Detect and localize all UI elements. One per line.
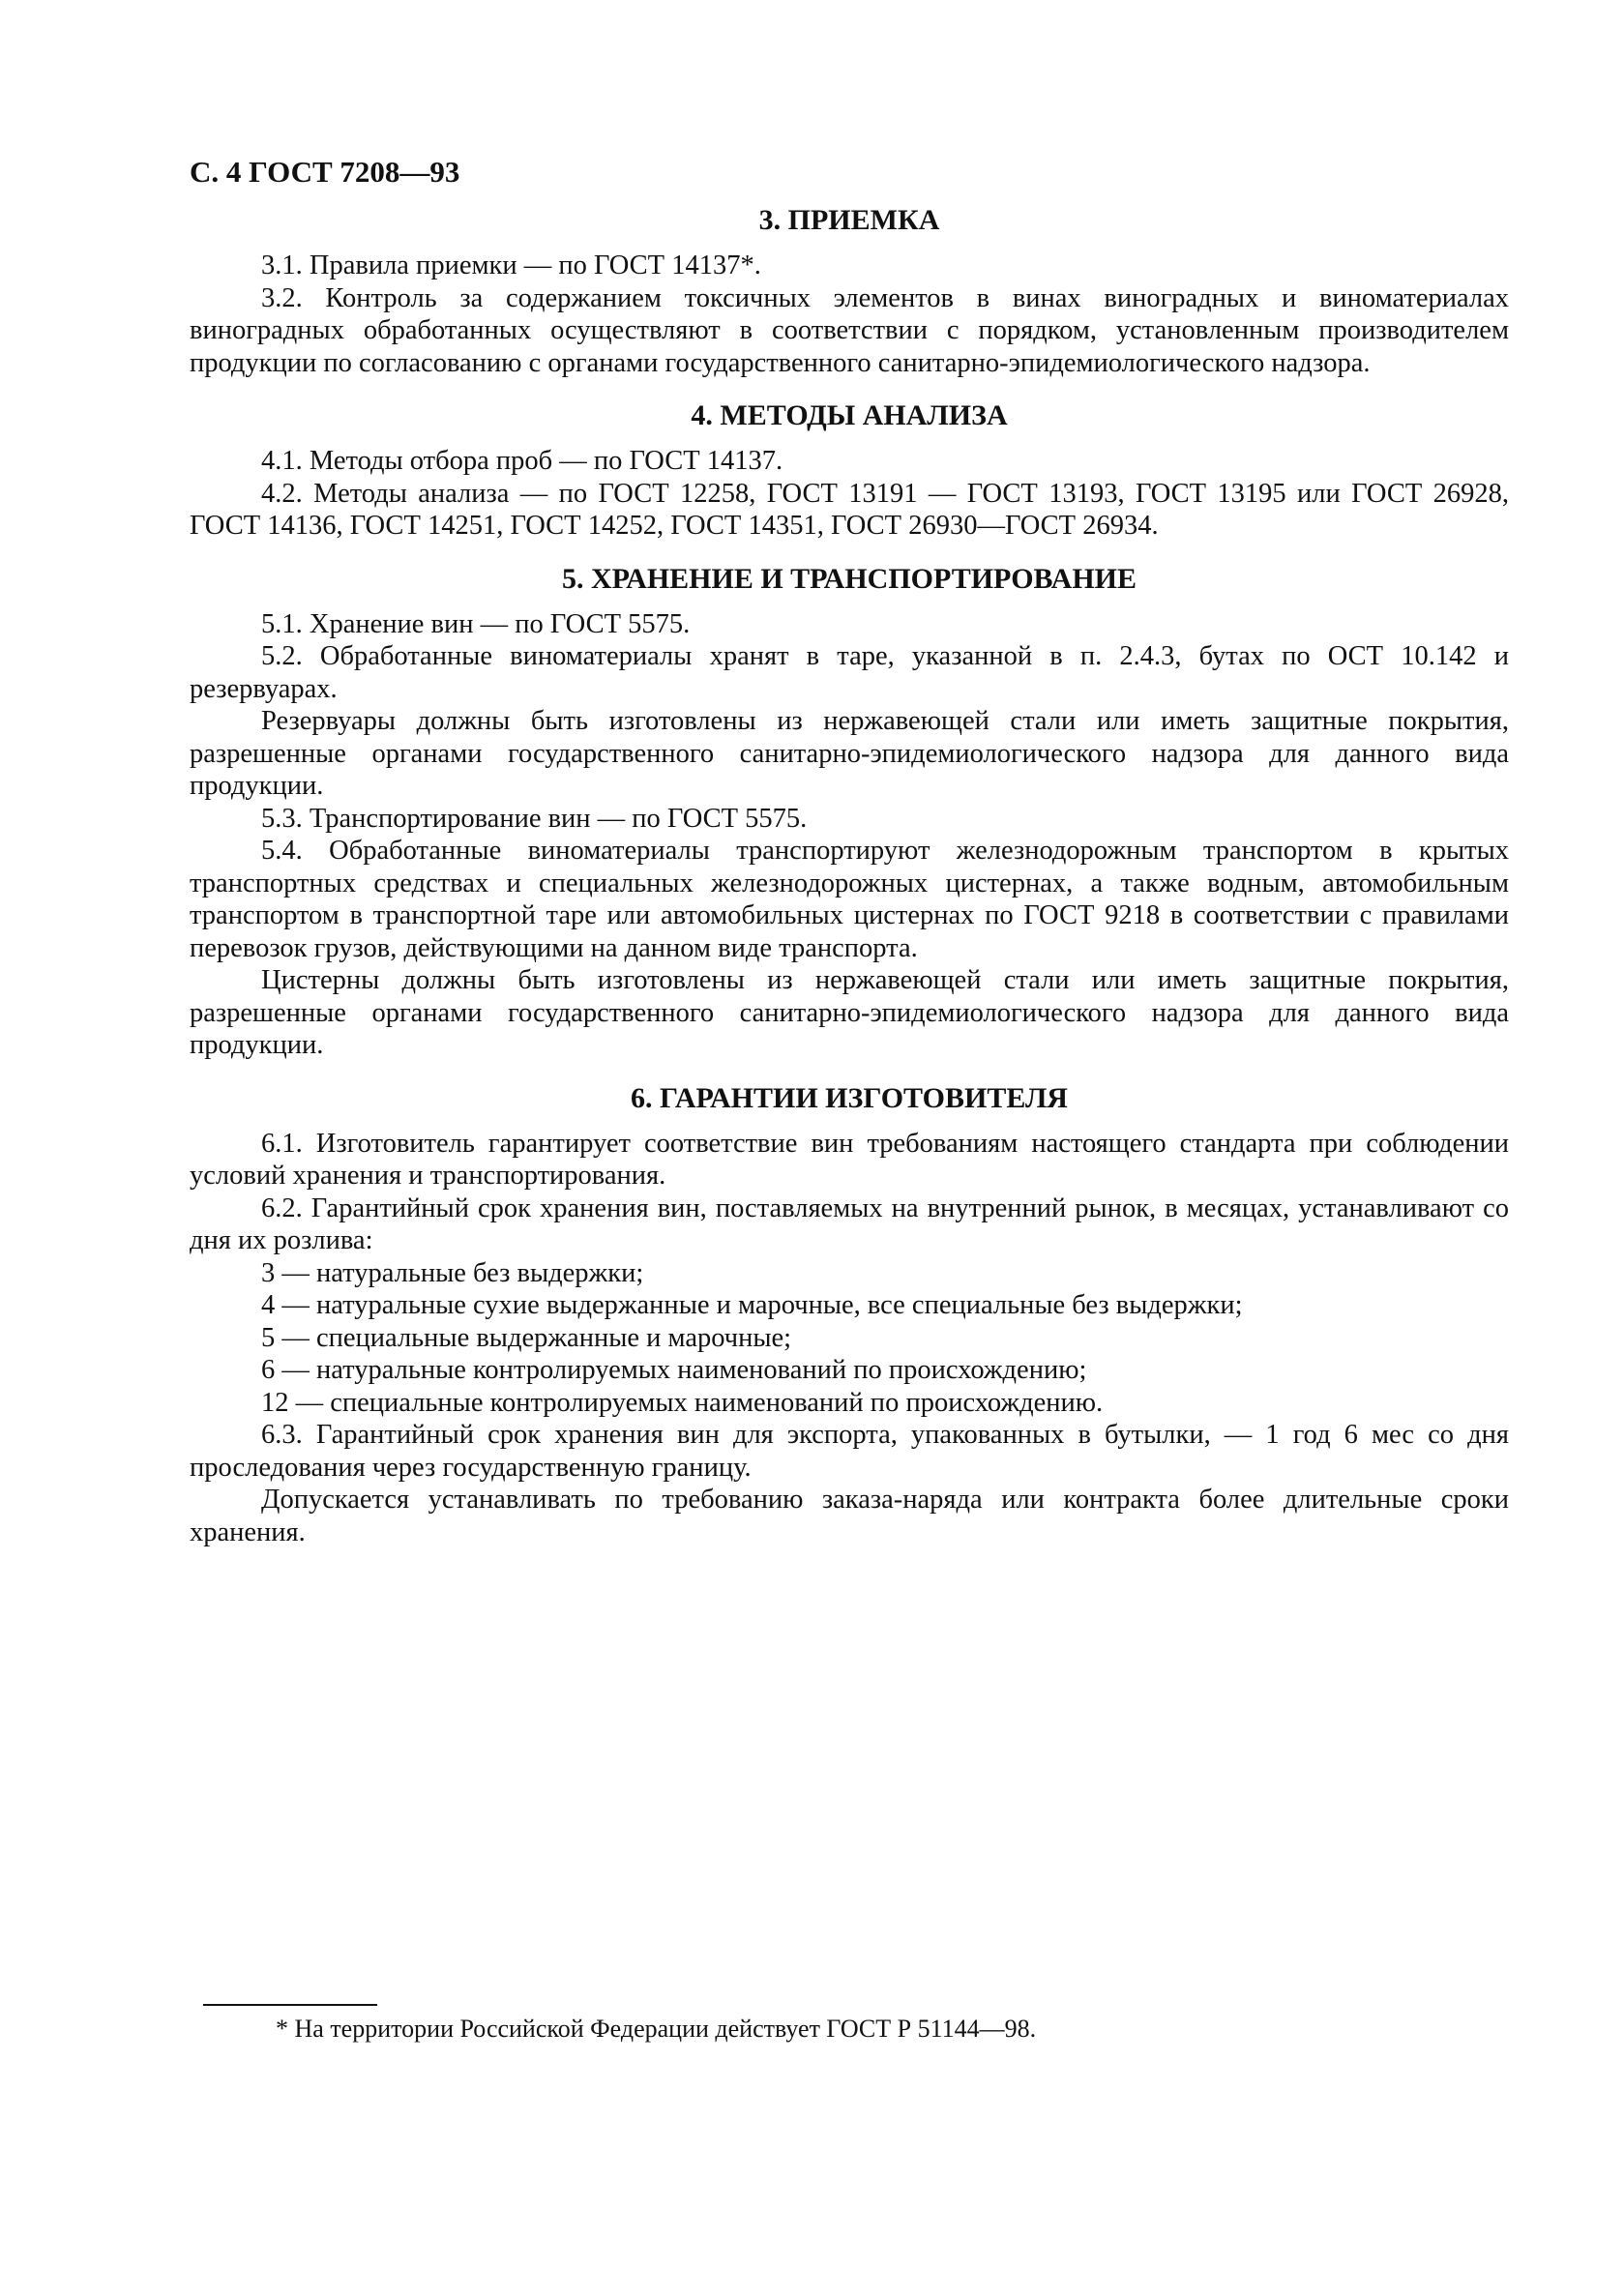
paragraph-5-3: 5.3. Транспортирование вин — по ГОСТ 5575. <box>261 803 808 834</box>
paragraph-5-4-tanks: Цистерны должны быть изготовлены из нержавеющей стали или иметь защитные покрытия, разрешенные органами государственного санитарно-эпидемиологического надзора для данного вида продукции. <box>190 965 1509 1060</box>
paragraph-4-1: 4.1. Методы отбора проб — по ГОСТ 14137. <box>261 446 783 476</box>
section-title-acceptance: 3. ПРИЕМКА <box>758 204 940 236</box>
paragraph-5-4: 5.4. Обработанные виноматериалы транспортируют железнодорожным транспортом в крытых транспортных средствах и специальных железнодорожных цистернах, а также водным, автомобильным транспортом в транспортной таре или автомобильных цистернах по ГОСТ 9218 в соответствии с правилами перевозок грузов, действующими на данном виде транспорта. <box>190 836 1509 963</box>
section-title-manufacturer-guarantee: 6. ГАРАНТИИ ИЗГОТОВИТЕЛЯ <box>631 1081 1068 1114</box>
list-item: 4 — натуральные сухие выдержанные и марочные, все специальные без выдержки; <box>261 1290 1243 1320</box>
paragraph-4-2: 4.2. Методы анализа — по ГОСТ 12258, ГОСТ 13191 — ГОСТ 13193, ГОСТ 13195 или ГОСТ 26928, ГОСТ 14136, ГОСТ 14251, ГОСТ 14252, ГОСТ 14351, ГОСТ 26930—ГОСТ 26934. <box>190 478 1509 541</box>
paragraph-6-2: 6.2. Гарантийный срок хранения вин, поставляемых на внутренний рынок, в месяцах, устанавливают со дня их розлива: <box>190 1192 1509 1255</box>
section-title-storage-transport: 5. ХРАНЕНИЕ И ТРАНСПОРТИРОВАНИЕ <box>562 562 1137 595</box>
list-item: 5 — специальные выдержанные и марочные; <box>261 1322 792 1353</box>
paragraph-3-2: 3.2. Контроль за содержанием токсичных элементов в винах виноградных и виноматериалах виноградных обработанных осуществляют в соответствии с порядком, установленным производителем продукции по согласованию с органами государственного санитарно-эпидемиологического надзора. <box>190 282 1509 378</box>
paragraph-5-1: 5.1. Хранение вин — по ГОСТ 5575. <box>261 608 691 639</box>
paragraph-3-1: 3.1. Правила приемки — по ГОСТ 14137*. <box>261 250 761 280</box>
list-item: 6 — натуральные контролируемых наименований по происхождению; <box>261 1355 1087 1385</box>
footnote-divider <box>203 2004 377 2006</box>
paragraph-5-2: 5.2. Обработанные виноматериалы хранят в таре, указанной в п. 2.4.3, бутах по ОСТ 10.142 и резервуарах. <box>190 641 1509 704</box>
paragraph-6-3-extension: Допускается устанавливать по требованию заказа-наряда или контракта более длительные сроки хранения. <box>190 1485 1509 1547</box>
page-header: С. 4 ГОСТ 7208—93 <box>190 155 460 189</box>
footnote: * На территории Российской Федерации действует ГОСТ Р 51144—98. <box>276 2015 1037 2043</box>
paragraph-6-3: 6.3. Гарантийный срок хранения вин для экспорта, упакованных в бутылки, — 1 год 6 мес со дня проследования через государственную границу. <box>190 1420 1509 1483</box>
section-title-analysis-methods: 4. МЕТОДЫ АНАЛИЗА <box>691 399 1008 431</box>
paragraph-6-1: 6.1. Изготовитель гарантирует соответствие вин требованиям настоящего стандарта при соблюдении условий хранения и транспортирования. <box>190 1128 1509 1191</box>
paragraph-5-2-reservoirs: Резервуары должны быть изготовлены из нержавеющей стали или иметь защитные покрытия, разрешенные органами государственного санитарно-эпидемиологического надзора для данного вида продукции. <box>190 706 1509 801</box>
list-item: 12 — специальные контролируемых наименований по происхождению. <box>261 1387 1104 1418</box>
list-item: 3 — натуральные без выдержки; <box>261 1257 644 1288</box>
document-page <box>190 153 1509 1548</box>
